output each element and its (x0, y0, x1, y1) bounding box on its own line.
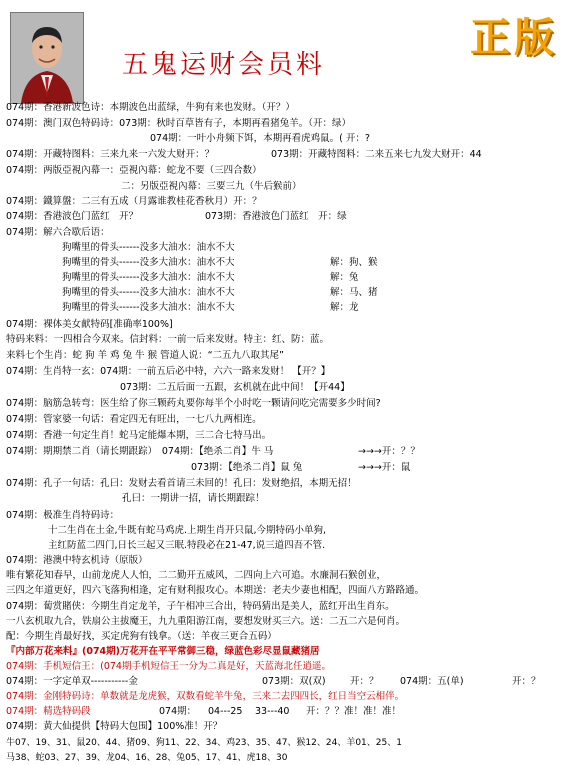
riddle-line: 狗嘴里的骨头------没多大油水：油水不大 (62, 302, 235, 313)
banned-zodiac-074-result: →→→开：？？ (358, 446, 420, 457)
sms-king-line: 074期：手机短信王：(074期手机短信王一分为二真是好，天蓝海北任逍遥。 (6, 661, 331, 672)
page-title: 五鬼运财会员料 (122, 50, 326, 80)
odd-even-073-result: 开：？ (350, 676, 379, 687)
zodiac-mystery-074: 074期：生肖特一玄：074期：一前五后必中特，六六一路来发财！ 【开？】 (6, 366, 331, 377)
selected-range-result: 开：？？准！准！准！ (306, 706, 402, 717)
odd-even-074b: 074期：五(单) (400, 676, 464, 687)
riddle-answer: 解：龙 (330, 302, 359, 313)
hk-mystery-poem-heading: 074期：港澳中特玄机诗（原版） (6, 555, 148, 566)
fishing-boat-line: 074期：一叶小舟频下饵，本期再看虎鸡鼠。( 开：? (150, 133, 370, 144)
special-code-info: 特码来料：一四相合今双来。信封料：一前一后来发财。特主：红、防：蓝。 (6, 334, 330, 345)
banned-zodiac-073-result: →→→开：鼠 (358, 462, 411, 473)
zodiac-poem-line: 十二生肖在土金,牛既有蛇马鸡虎.上期生肖开只鼠,今期特码小单狗, (48, 525, 327, 536)
seven-zodiacs: 来料七个生肖：蛇 狗 羊 鸡 兔 牛 猴 管道人说：“二五九八取其尾” (6, 350, 284, 361)
gambler-line: 074期：蔔赏賭侠：今期生肖定龙羊，子午相冲三合出，特码猜出是美人，蓝红开出生肖东。 (6, 601, 395, 612)
riddle-line: 狗嘴里的骨头------没多大油水：油水不大 (62, 257, 235, 268)
macau-color-poem: 074期：澳门双色特码诗：073期：秋时百草皆有子，本期再看猪兔羊。（开：绿） (6, 118, 352, 129)
housekeeper-line: 074期：管家婆一句话：看定四无有旺出，一七八九两相连。 (6, 414, 262, 425)
riddle-heading: 074期：解六合歇后语： (6, 227, 110, 238)
iron-abacus: 074期：鐵算盤：二三有五成（月露谁教桂花香秋月）开：？ (6, 196, 262, 207)
riddle-answer: 解：马、猪 (330, 287, 378, 298)
treasure-chart-074: 074期：开藏特图料：三来九来一六发大财开：？ (6, 149, 215, 160)
banned-zodiac-073: 073期：【绝杀二肖】鼠 兔 (191, 462, 303, 473)
riddle-line: 狗嘴里的骨头------没多大油水：油水不大 (62, 272, 235, 283)
odd-even-073: 073期：双(双) (262, 676, 326, 687)
hk-mystery-poem-line: 三四之年道更好，四六飞落狗相逢，定有财利报攻心。本期送：老夫少妻也相配，四面八方路路通。 (6, 585, 425, 596)
confucius-line-two: 孔曰：一期讲一招，请长期跟踪！ (122, 493, 265, 504)
zodiac-mystery-073: 073期：二五后面一五跟，玄机就在此中间！【开44】 (120, 382, 350, 393)
riddle-answer: 解：兔 (330, 272, 359, 283)
treasure-chart-073: 073期：开藏特图料：二来五来七九发大财开：44 (271, 149, 482, 160)
zodiac-poem-heading: 074期：极准生肖特码诗： (6, 510, 120, 521)
atv-insider-two: 二：另版亞視內幕：三要三九（牛后猴前） (121, 181, 302, 192)
banned-zodiac-074: 074期：期期禁二肖（请长期跟踪） 074期：【绝杀二肖】牛 马 (6, 446, 274, 457)
wong-tai-sin-line: 074期：黄大仙提供【特码大包围】100%准！开？ (6, 721, 223, 732)
special-code-heading: 074期：裸体美女献特码[准确率100%] (6, 319, 173, 330)
confucius-line: 074期：孔子一句话：孔曰：发财去看首请三未回的！孔曰：发财绝招，本期无招！ (6, 478, 357, 489)
portrait-photo (10, 12, 84, 104)
selected-range-period: 074期： (159, 706, 197, 717)
hk-gate-074: 074期：香港波色门蓝红 开？ (6, 211, 139, 222)
riddle-line: 狗嘴里的骨头------没多大油水：油水不大 (62, 287, 235, 298)
odd-even-074: 074期：一字定单双-----------金 (6, 676, 138, 687)
riddle-line: 狗嘴里的骨头------没多大油水：油水不大 (62, 242, 235, 253)
zodiac-number-list: 牛07、19、31、鼠20、44、猪09、狗11、22、34、鸡23、35、47、猴12、24、羊01、25、1 (6, 738, 402, 748)
inner-flower-line: 『内部万花来料』(074期)万花开在平平常御三稳，绿蓝色彩尽显鼠藏猪居 (6, 646, 320, 657)
odd-even-074b-result: 开：？ (512, 676, 541, 687)
genuine-badge: 正版 (470, 15, 558, 61)
hk-color-poem: 074期：香港新波色诗：本期波色出蓝绿，牛狗有来也发财。（开？） (6, 102, 295, 113)
gambler-line-two: 一八玄机取九合，铁扇公主拔魔王，九九重阳游江南，要想发财买三六。送：二五二六是何肖。 (6, 616, 406, 627)
zodiac-number-list-two: 马38、蛇03、27、39、龙04、16、28、兔05、17、41、虎18、30 (6, 753, 288, 763)
riddle-answer: 解：狗、猴 (330, 257, 378, 268)
gambler-line-three: 配：今期生肖最好找，买定虎狗有钱拿。（送：羊夜三更合五码） (6, 631, 277, 642)
hk-mystery-poem-line: 唯有繁花知春早，山前龙虎人人怕，二二勤开五威风，二四向上六可追。水廉洞石猴创业， (6, 570, 387, 581)
selected-range-label: 074期：精选特码段 (6, 706, 91, 717)
person-image (11, 13, 83, 103)
diamond-poem: 074期：金刚特码诗：单数就是龙虎猴，双数看蛇羊牛兔，三来二去四四长，红日当空云相伴。 (6, 691, 405, 702)
hk-zodiac-line: 074期：香港一句定生肖！蛇马定能爆本期，三二合七特马出。 (6, 430, 272, 441)
selected-range-one: 04---25 (208, 706, 243, 717)
brain-teaser: 074期：脑筋急转弯：医生给了你三颗药丸要你每半个小时吃一颗请问吃完需要多少时间? (6, 398, 381, 409)
zodiac-poem-line: 主红防蓝二四门,日长三起又三眠.特段必在21-47,说三道四吾不管. (48, 540, 326, 551)
hk-gate-073: 073期：香港波色门蓝红 开：绿 (205, 211, 347, 222)
selected-range-two: 33---40 (255, 706, 290, 717)
atv-insider-one: 074期：两版亞視內幕一：亞視內幕：蛇龙不要（三四合数） (6, 165, 262, 176)
